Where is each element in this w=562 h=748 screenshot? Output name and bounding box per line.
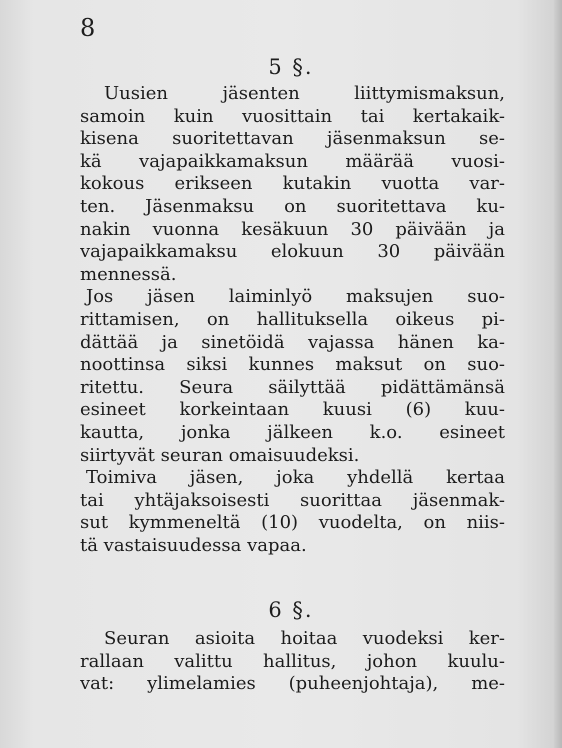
text-line: kokous erikseen kutakin vuotta var-: [80, 173, 505, 195]
text-line: dättää ja sinetöidä vajassa hänen ka-: [80, 331, 505, 353]
section-heading-5: 5 §.: [268, 55, 314, 79]
text-line: ritettu. Seura säilyttää pidättämänsä: [80, 376, 505, 398]
text-line: esineet korkeintaan kuusi (6) kuu-: [80, 399, 505, 421]
text-line: tai yhtäjaksoisesti suorittaa jäsenmak-: [80, 489, 505, 511]
text-line: Toimiva jäsen, joka yhdellä kertaa: [86, 467, 505, 489]
text-line: kisena suoritettavan jäsenmaksun se-: [80, 128, 505, 150]
text-line: kä vajapaikkamaksun määrää vuosi-: [80, 150, 505, 172]
text-line: samoin kuin vuosittain tai kertakaik-: [80, 105, 505, 127]
text-line: tä vastaisuudessa vapaa.: [80, 534, 307, 556]
text-line: sut kymmeneltä (10) vuodelta, on niis-: [80, 512, 505, 534]
page-edge-shadow: [554, 0, 562, 748]
text-line: mennessä.: [80, 263, 177, 285]
text-line: siirtyvät seuran omaisuudeksi.: [80, 444, 360, 466]
text-line: rittamisen, on hallituksella oikeus pi-: [80, 308, 505, 330]
text-line: noottinsa siksi kunnes maksut on suo-: [80, 354, 505, 376]
text-line: Uusien jäsenten liittymismaksun,: [104, 83, 505, 104]
text-line: nakin vuonna kesäkuun 30 päivään ja: [80, 218, 505, 240]
text-line: kautta, jonka jälkeen k.o. esineet: [80, 421, 505, 443]
page-number: 8: [80, 14, 96, 42]
text-line: rallaan valittu hallitus, johon kuulu-: [80, 650, 505, 672]
section-5-text: [80, 83, 505, 557]
text-line: vajapaikkamaksu elokuun 30 päivään: [80, 241, 505, 263]
section-6-text: [80, 628, 505, 696]
text-line: vat: ylimelamies (puheenjohtaja), me-: [80, 673, 505, 695]
text-line: Seuran asioita hoitaa vuodeksi ker-: [104, 628, 505, 649]
text-line: ten. Jäsenmaksu on suoritettava ku-: [80, 195, 505, 217]
text-line: Jos jäsen laiminlyö maksujen suo-: [86, 286, 505, 308]
section-heading-6: 6 §.: [268, 598, 314, 622]
